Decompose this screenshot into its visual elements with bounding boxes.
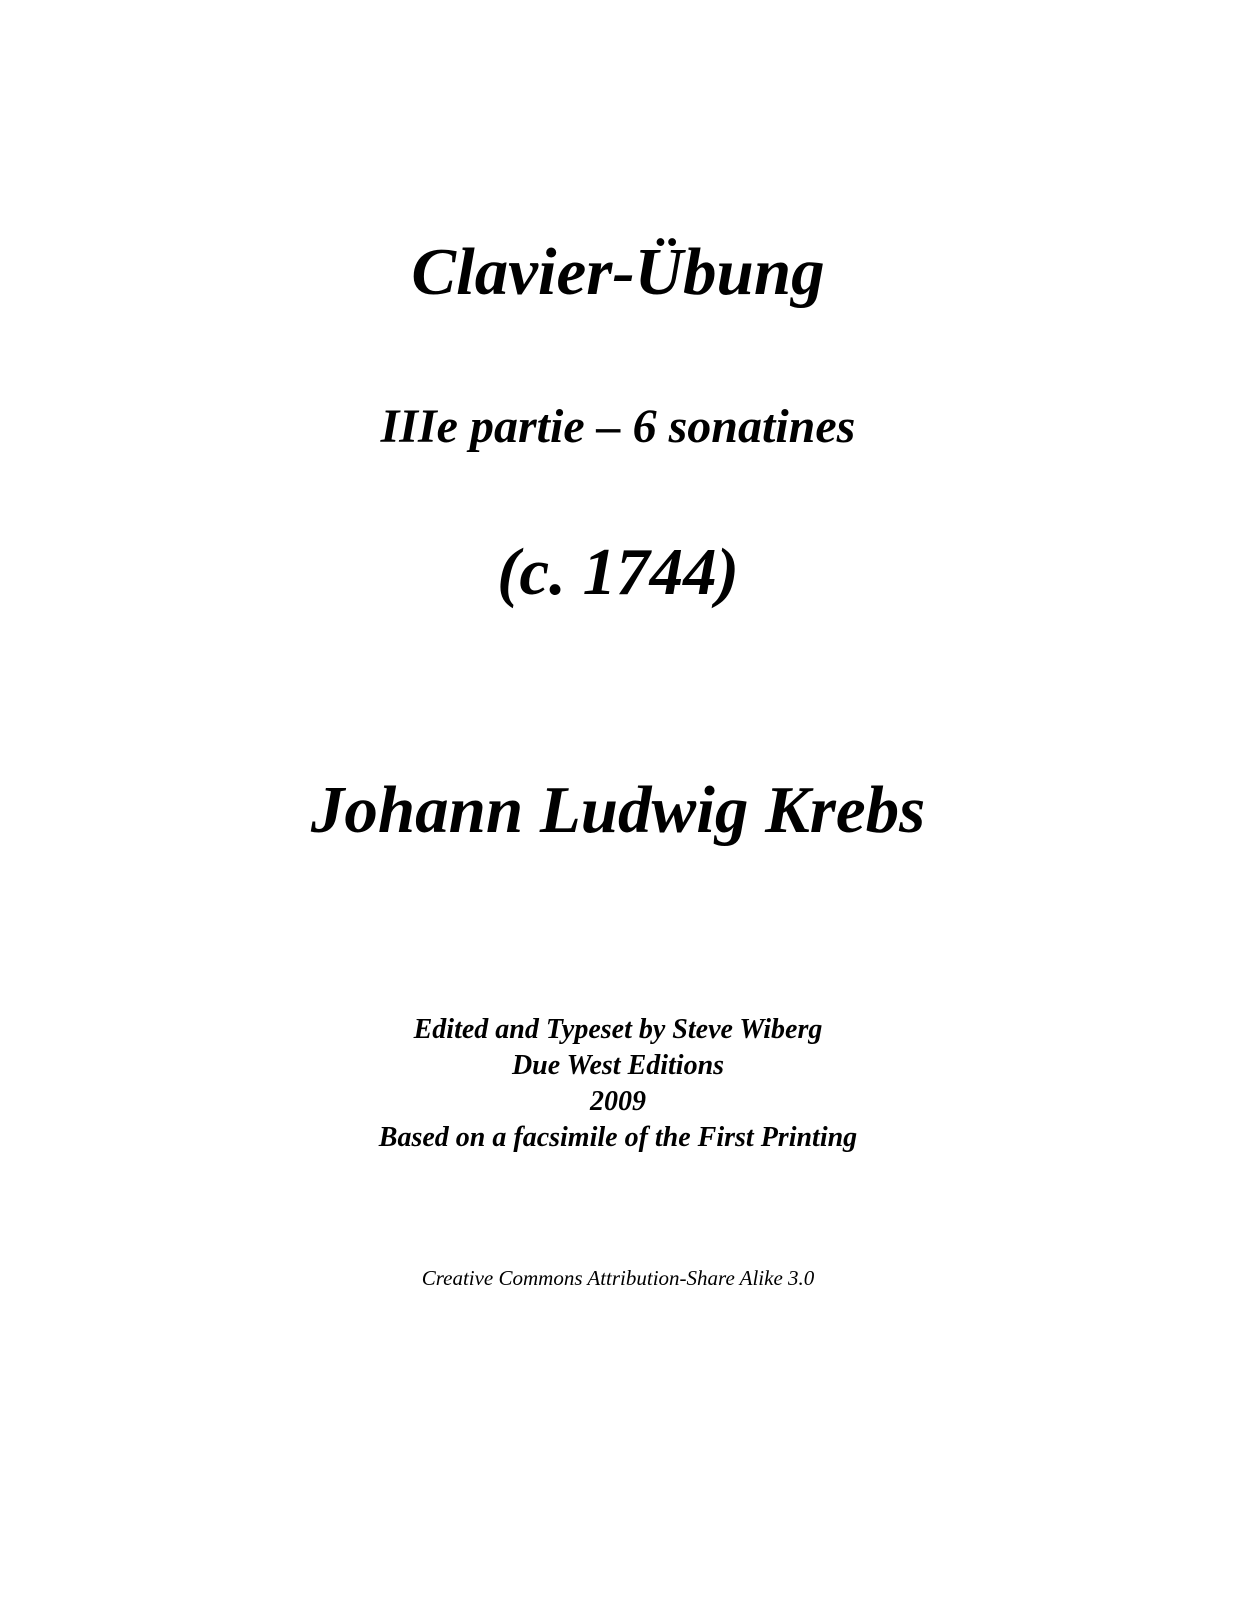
credit-source: Based on a facsimile of the First Printing xyxy=(378,1122,858,1153)
composer-name: Johann Ludwig Krebs xyxy=(310,773,926,847)
document-title: Clavier-Übung xyxy=(411,235,825,309)
credit-year: 2009 xyxy=(590,1086,646,1117)
license-notice: Creative Commons Attribution-Share Alike 3.0 xyxy=(421,1266,815,1290)
edition-credits xyxy=(0,1012,1236,1156)
credit-publisher: Due West Editions xyxy=(511,1050,725,1081)
document-subtitle: IIIe partie – 6 sonatines xyxy=(380,400,856,453)
composition-date: (c. 1744) xyxy=(497,535,739,609)
credit-editor: Edited and Typeset by Steve Wiberg xyxy=(413,1014,823,1045)
